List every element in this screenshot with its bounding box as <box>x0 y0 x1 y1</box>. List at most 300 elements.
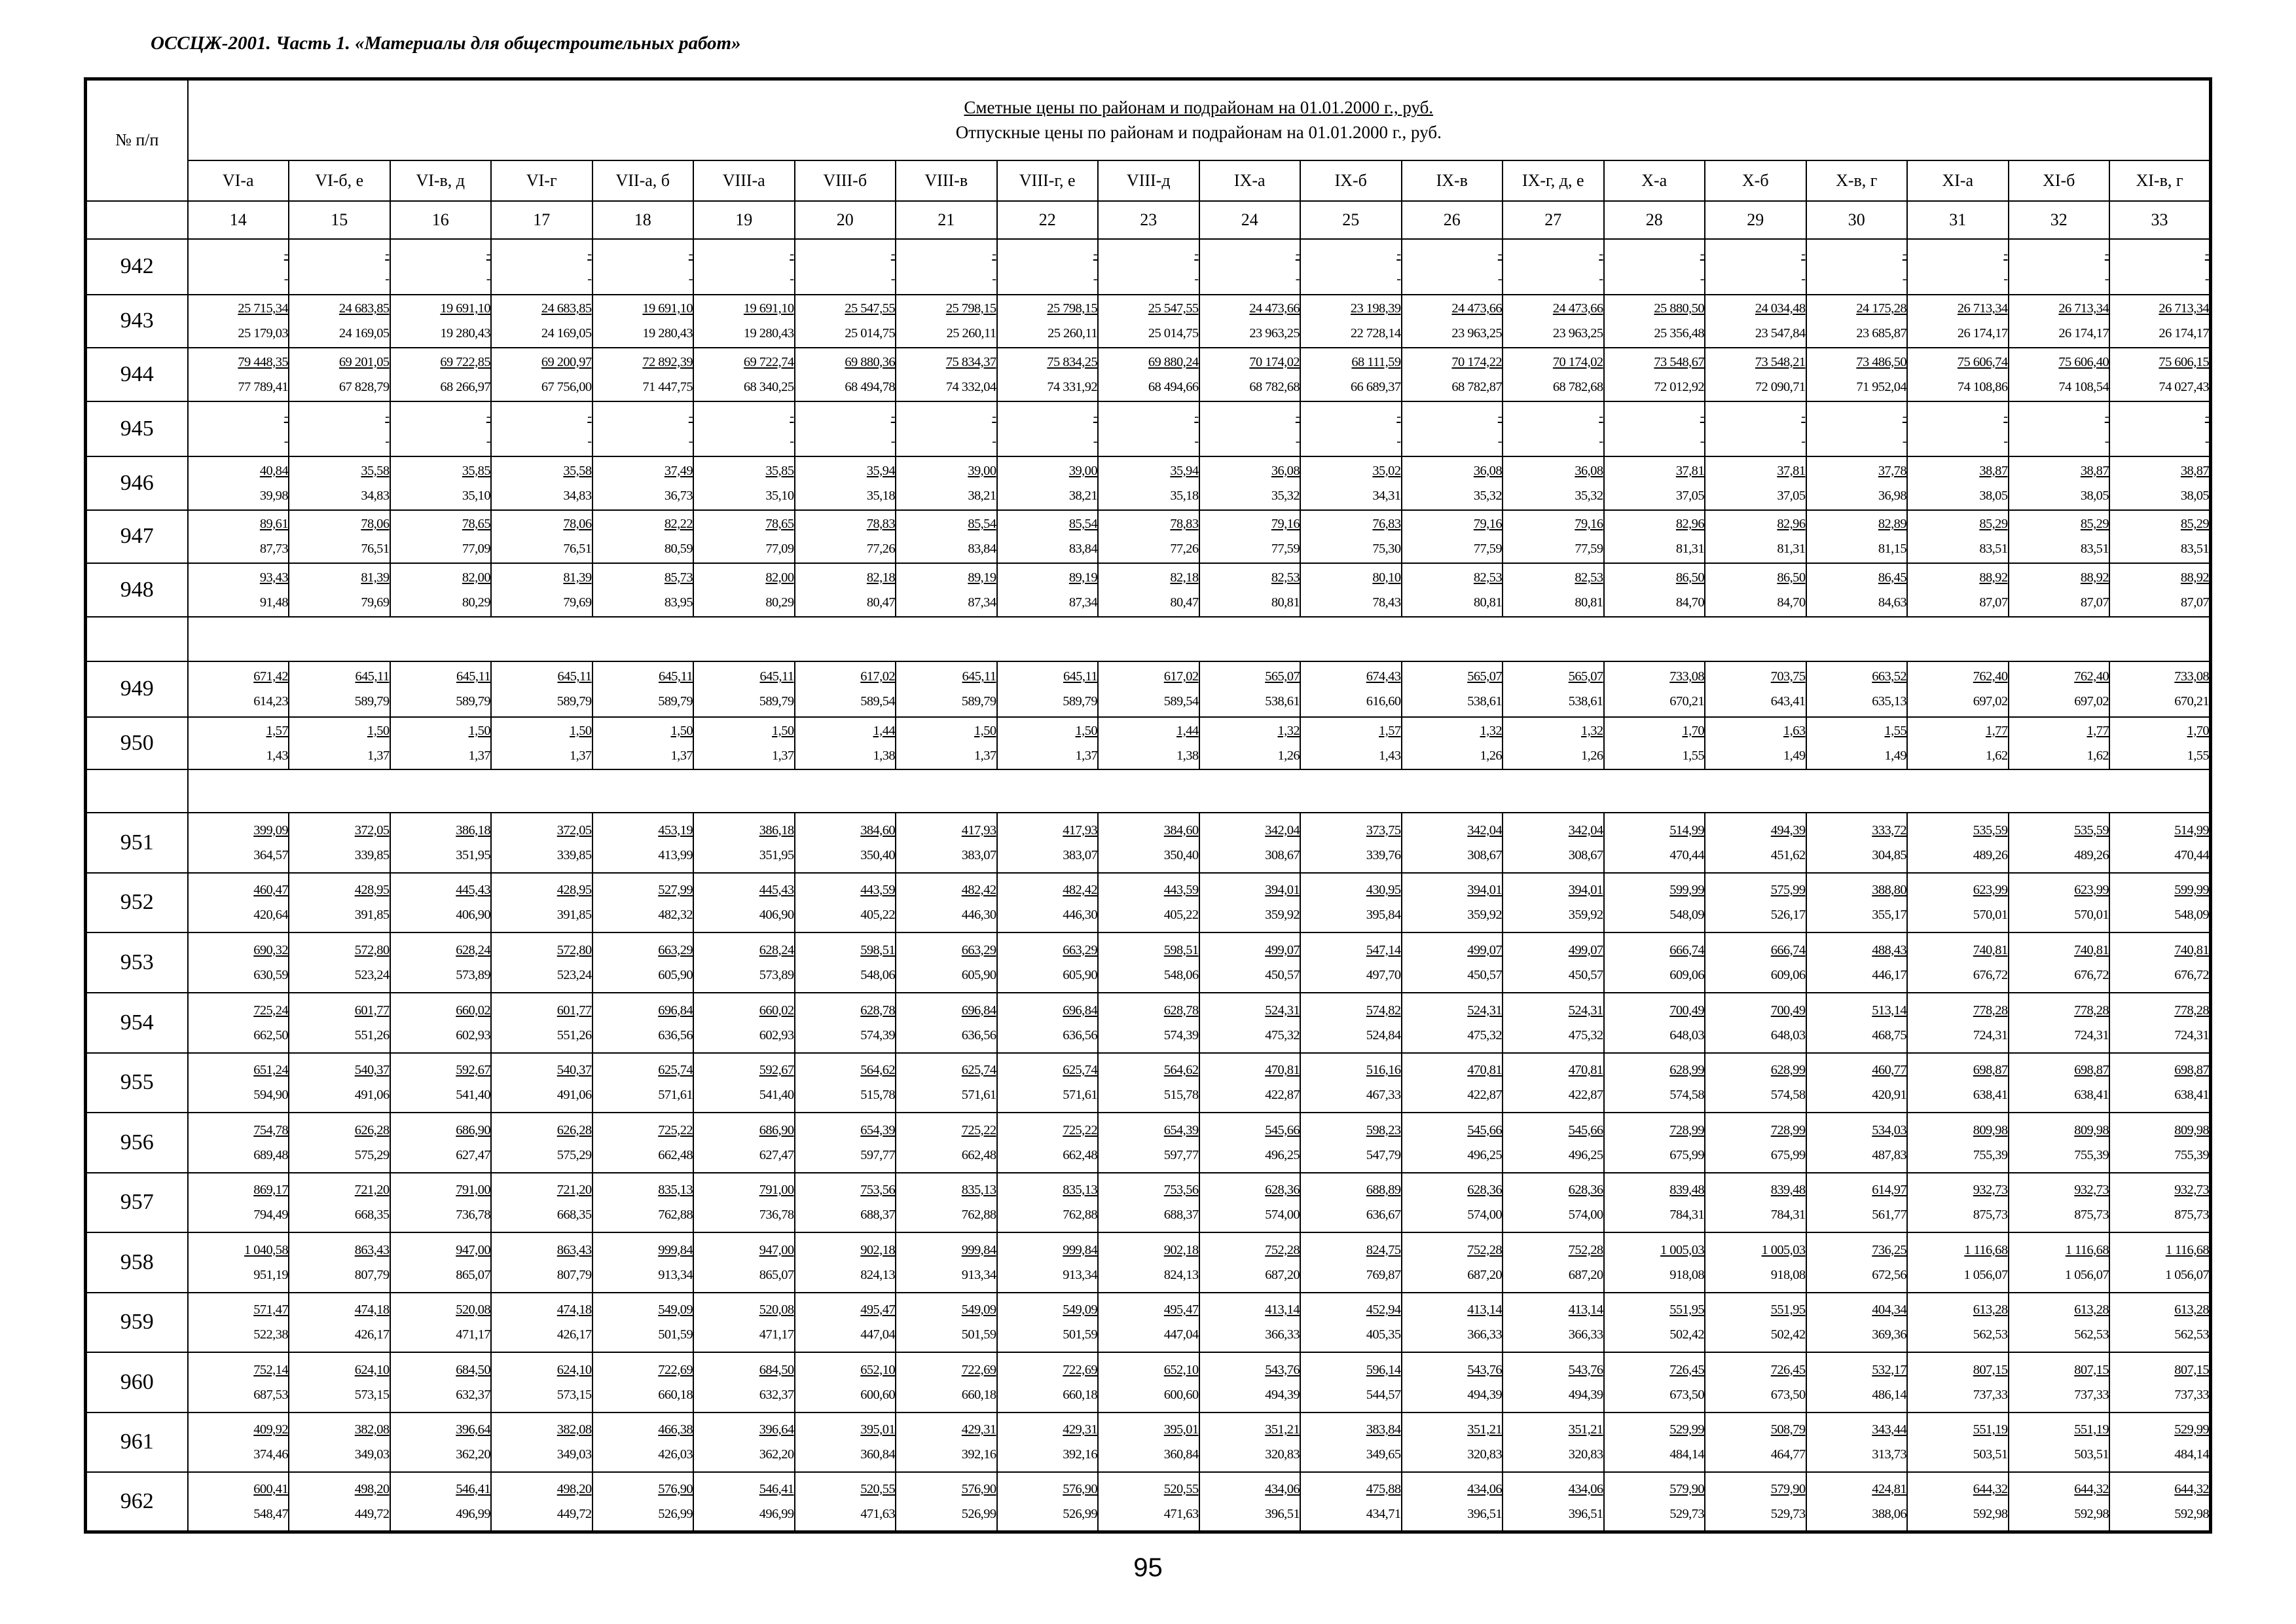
price-cell <box>2009 456 2110 510</box>
release-price: 913,34 <box>1063 1267 1097 1282</box>
release-price: 675,99 <box>1669 1147 1704 1162</box>
release-price: 68 494,66 <box>1148 379 1199 394</box>
price-cell <box>1098 1053 1199 1113</box>
estimate-price: 688,89 <box>1366 1183 1401 1197</box>
release-price: 87,07 <box>1979 595 2008 610</box>
release-price: 67 756,00 <box>541 379 592 394</box>
price-cell <box>491 239 592 295</box>
price-cell <box>390 873 492 932</box>
price-cell <box>896 401 997 456</box>
price-cell <box>289 1352 390 1412</box>
estimate-price: 540,37 <box>556 1063 592 1077</box>
release-price: 575,29 <box>556 1147 592 1162</box>
release-price: 359,92 <box>1467 908 1502 922</box>
release-price: 676,72 <box>2174 967 2210 982</box>
release-price: 660,18 <box>658 1387 693 1402</box>
estimate-price: 1,44 <box>1176 723 1199 738</box>
price-cell <box>795 873 896 932</box>
release-price: 574,00 <box>1467 1208 1502 1222</box>
estimate-price: - <box>2204 247 2210 261</box>
region-header: IX-а <box>1199 160 1301 201</box>
price-cell <box>592 348 694 401</box>
price-cell <box>795 1173 896 1232</box>
estimate-price: 1,55 <box>1884 723 1906 738</box>
estimate-price: - <box>2003 247 2008 261</box>
price-cell <box>1098 510 1199 563</box>
release-price: 81,31 <box>1675 542 1704 556</box>
estimate-price: 76,83 <box>1372 517 1401 531</box>
region-header: XI-б <box>2009 160 2110 201</box>
release-price: 1,37 <box>367 748 390 763</box>
estimate-price: 1 005,03 <box>1660 1242 1704 1257</box>
estimate-price: 551,19 <box>1973 1422 2008 1437</box>
release-price: 80,47 <box>866 595 895 610</box>
release-price: 589,79 <box>1063 694 1097 709</box>
estimate-price: - <box>1497 409 1502 424</box>
release-price: 807,79 <box>354 1267 390 1282</box>
estimate-price: 626,28 <box>556 1122 592 1137</box>
estimate-price: 80,10 <box>1372 570 1401 585</box>
price-cell <box>1705 295 1806 348</box>
column-number: 20 <box>795 201 896 239</box>
column-number: 28 <box>1604 201 1705 239</box>
estimate-price: - <box>1902 247 1906 261</box>
estimate-price: 508,79 <box>1770 1422 1806 1437</box>
release-price: 638,41 <box>2074 1088 2109 1102</box>
release-price: 38,21 <box>968 488 996 503</box>
release-price: 369,36 <box>1872 1327 1906 1342</box>
estimate-price: 85,54 <box>968 517 996 531</box>
price-cell <box>896 1113 997 1173</box>
release-price: 35,10 <box>462 488 490 503</box>
estimate-price: 623,99 <box>2074 883 2109 897</box>
estimate-price: 443,59 <box>860 883 895 897</box>
price-cell <box>693 717 795 769</box>
column-number: 26 <box>1402 201 1503 239</box>
price-cell <box>1300 1053 1402 1113</box>
estimate-price: - <box>1295 247 1300 261</box>
price-cell <box>997 401 1099 456</box>
estimate-price: 721,20 <box>556 1183 592 1197</box>
price-cell <box>1503 717 1604 769</box>
estimate-price: 666,74 <box>1770 942 1806 957</box>
release-price: 26 174,17 <box>1957 326 2008 341</box>
estimate-price: 69 880,36 <box>845 354 895 369</box>
estimate-price: 36,08 <box>1271 463 1300 478</box>
release-price: 574,39 <box>860 1027 895 1043</box>
release-price: 562,53 <box>2174 1327 2210 1342</box>
table-row <box>86 1472 2211 1532</box>
estimate-price: 399,09 <box>253 822 288 838</box>
estimate-price: 37,81 <box>1777 463 1806 478</box>
estimate-price: 740,81 <box>2174 942 2210 957</box>
release-price: 364,57 <box>253 847 288 862</box>
release-price: 575,29 <box>354 1147 390 1162</box>
release-price: - <box>688 434 693 449</box>
estimate-price: 932,73 <box>2174 1183 2210 1197</box>
estimate-price: 69 201,05 <box>338 354 390 369</box>
release-price: 74 027,43 <box>2159 379 2210 394</box>
estimate-price: - <box>587 247 592 261</box>
price-cell <box>1907 813 2009 873</box>
price-cell <box>896 1232 997 1293</box>
estimate-price: 19 691,10 <box>743 301 794 316</box>
release-price: 538,61 <box>1265 694 1300 709</box>
release-price: 496,99 <box>759 1506 794 1521</box>
price-cell <box>1402 456 1503 510</box>
price-cell <box>693 295 795 348</box>
estimate-price: 474,18 <box>354 1302 390 1317</box>
estimate-price: 351,21 <box>1265 1422 1300 1437</box>
price-cell <box>693 510 795 563</box>
column-number: 18 <box>592 201 694 239</box>
estimate-price: 690,32 <box>253 942 288 957</box>
estimate-price: 93,43 <box>259 570 288 585</box>
release-price: 551,26 <box>556 1027 592 1043</box>
price-cell <box>2109 717 2211 769</box>
release-price: 1,62 <box>1986 748 2008 763</box>
release-price: 68 494,78 <box>845 379 895 394</box>
estimate-price: 424,81 <box>1872 1481 1906 1496</box>
price-cell <box>693 456 795 510</box>
estimate-price: 549,09 <box>961 1302 996 1317</box>
release-price: 80,29 <box>765 595 794 610</box>
estimate-price: 69 200,97 <box>541 354 592 369</box>
release-price: 77,09 <box>462 542 490 556</box>
price-cell <box>1300 1472 1402 1532</box>
price-cell <box>289 295 390 348</box>
release-price: 304,85 <box>1872 847 1906 862</box>
estimate-price: 546,41 <box>759 1481 794 1496</box>
price-cell <box>491 1352 592 1412</box>
release-price: 755,39 <box>2174 1147 2210 1162</box>
price-cell <box>188 348 289 401</box>
estimate-price: 736,25 <box>1872 1242 1906 1257</box>
release-price: 736,78 <box>456 1208 490 1222</box>
estimate-price: 543,76 <box>1568 1362 1603 1377</box>
release-price: 769,87 <box>1366 1267 1401 1282</box>
estimate-price: - <box>1093 247 1097 261</box>
estimate-price: 778,28 <box>2174 1003 2210 1018</box>
price-cell <box>1806 1113 1908 1173</box>
row-number: 951 <box>86 813 188 873</box>
estimate-price: 428,95 <box>354 883 390 897</box>
release-price: 80,59 <box>664 542 693 556</box>
estimate-price: 576,90 <box>658 1481 693 1496</box>
price-cell <box>1907 348 2009 401</box>
release-price: - <box>1093 272 1097 286</box>
price-cell <box>491 456 592 510</box>
price-cell <box>1098 563 1199 617</box>
region-header: VIII-д <box>1098 160 1199 201</box>
release-price: - <box>2204 434 2210 449</box>
release-price: 34,83 <box>563 488 592 503</box>
release-price: 406,90 <box>759 908 794 922</box>
region-header: VIII-а <box>693 160 795 201</box>
release-price: 636,56 <box>1063 1027 1097 1043</box>
price-cell <box>592 717 694 769</box>
release-price: 755,39 <box>1973 1147 2008 1162</box>
column-number: 25 <box>1300 201 1402 239</box>
table-row <box>86 813 2211 873</box>
release-price: 491,06 <box>556 1088 592 1102</box>
price-cell <box>592 295 694 348</box>
price-cell <box>1199 1053 1301 1113</box>
price-cell <box>1098 1173 1199 1232</box>
price-cell <box>289 661 390 717</box>
price-cell <box>2109 1053 2211 1113</box>
release-price: 627,47 <box>456 1147 490 1162</box>
release-price: 538,61 <box>1467 694 1502 709</box>
estimate-price: 835,13 <box>658 1183 693 1197</box>
estimate-price: 25 798,15 <box>1047 301 1097 316</box>
estimate-price: 721,20 <box>354 1183 390 1197</box>
price-cell <box>491 295 592 348</box>
release-price: 571,61 <box>1063 1088 1097 1102</box>
release-price: 548,06 <box>1163 967 1199 982</box>
price-cell <box>1604 456 1705 510</box>
estimate-price: 494,39 <box>1770 822 1806 838</box>
table-row <box>86 456 2211 510</box>
estimate-price: 82,18 <box>866 570 895 585</box>
price-cell <box>1402 1412 1503 1472</box>
price-cell <box>1098 348 1199 401</box>
release-price: 489,26 <box>2074 847 2109 862</box>
price-cell <box>491 873 592 932</box>
estimate-price: 88,92 <box>1979 570 2008 585</box>
release-price: 574,58 <box>1669 1088 1704 1102</box>
estimate-price: 85,29 <box>2180 517 2210 531</box>
price-cell <box>2109 1293 2211 1352</box>
row-number: 958 <box>86 1232 188 1293</box>
price-cell <box>1098 1113 1199 1173</box>
release-price: 450,57 <box>1568 967 1603 982</box>
release-price: 38,05 <box>2080 488 2109 503</box>
price-cell <box>491 661 592 717</box>
estimate-price: 754,78 <box>253 1122 288 1137</box>
estimate-price: 540,37 <box>354 1063 390 1077</box>
estimate-price: 663,29 <box>961 942 996 957</box>
price-cell <box>289 873 390 932</box>
release-price: 350,40 <box>860 847 895 862</box>
estimate-price: 654,39 <box>1163 1122 1199 1137</box>
release-price: 87,34 <box>1068 595 1097 610</box>
price-cell <box>2009 1472 2110 1532</box>
estimate-price: 628,99 <box>1770 1063 1806 1077</box>
release-price: 737,33 <box>2074 1387 2109 1402</box>
price-cell <box>1604 1472 1705 1532</box>
release-price: 687,20 <box>1265 1267 1300 1282</box>
release-price: 541,40 <box>456 1088 490 1102</box>
price-cell <box>1604 813 1705 873</box>
release-price: - <box>2003 272 2008 286</box>
estimate-price: 35,85 <box>765 463 794 478</box>
release-price: 24 169,05 <box>541 326 592 341</box>
price-cell <box>1098 717 1199 769</box>
release-price: 80,47 <box>1170 595 1199 610</box>
release-price: 1,26 <box>1277 748 1300 763</box>
estimate-price: 333,72 <box>1872 822 1906 838</box>
estimate-price: - <box>2003 409 2008 424</box>
price-cell <box>896 717 997 769</box>
column-number-empty <box>86 201 188 239</box>
price-cell <box>1402 873 1503 932</box>
price-cell <box>592 1113 694 1173</box>
release-price: 501,59 <box>1063 1327 1097 1342</box>
estimate-price: - <box>486 247 490 261</box>
table-title <box>188 79 2211 160</box>
region-header: VII-а, б <box>592 160 694 201</box>
region-header: IX-б <box>1300 160 1402 201</box>
price-cell <box>896 1173 997 1232</box>
estimate-price: 1,77 <box>2086 723 2109 738</box>
price-cell <box>592 1232 694 1293</box>
price-cell <box>1806 510 1908 563</box>
title-release-prices: Отпускные цены по районам и подрайонам на 01.01.2000 г., руб. <box>955 122 1442 143</box>
release-price: 74 332,04 <box>945 379 996 394</box>
release-price: 35,32 <box>1271 488 1300 503</box>
release-price: 434,71 <box>1366 1506 1401 1521</box>
price-cell <box>390 295 492 348</box>
release-price: - <box>385 434 390 449</box>
estimate-price: 452,94 <box>1366 1302 1401 1317</box>
estimate-price: 82,53 <box>1575 570 1603 585</box>
estimate-price: 82,18 <box>1170 570 1199 585</box>
release-price: 501,59 <box>961 1327 996 1342</box>
release-price: 83,95 <box>664 595 693 610</box>
price-cell <box>1098 993 1199 1053</box>
estimate-price: - <box>1396 409 1401 424</box>
release-price: 1,49 <box>1783 748 1806 763</box>
price-cell <box>1705 348 1806 401</box>
price-cell <box>693 1472 795 1532</box>
price-cell <box>1705 717 1806 769</box>
estimate-price: 470,81 <box>1467 1063 1502 1077</box>
release-price: 1,43 <box>1379 748 1401 763</box>
release-price: 19 280,43 <box>743 326 794 341</box>
estimate-price: - <box>1700 247 1704 261</box>
estimate-price: 73 548,21 <box>1755 354 1806 369</box>
estimate-price: 543,76 <box>1467 1362 1502 1377</box>
estimate-price: 752,28 <box>1265 1242 1300 1257</box>
estimate-price: 386,18 <box>759 822 794 838</box>
estimate-price: 75 606,40 <box>2058 354 2109 369</box>
price-cell <box>188 813 289 873</box>
price-cell <box>2009 1173 2110 1232</box>
release-price: 320,83 <box>1265 1447 1300 1462</box>
release-price: 66 689,37 <box>1350 379 1401 394</box>
estimate-price: 932,73 <box>1973 1183 2008 1197</box>
table-row <box>86 932 2211 993</box>
estimate-price: 79,16 <box>1473 517 1502 531</box>
region-header: VI-в, д <box>390 160 492 201</box>
release-price: 72 012,92 <box>1654 379 1704 394</box>
price-cell <box>1907 993 2009 1053</box>
price-cell <box>592 563 694 617</box>
price-cell <box>1098 873 1199 932</box>
price-cell <box>1604 295 1705 348</box>
release-price: 25 260,11 <box>946 326 996 341</box>
price-cell <box>1503 993 1604 1053</box>
price-cell <box>188 1293 289 1352</box>
release-price: 374,46 <box>253 1447 288 1462</box>
price-cell <box>289 456 390 510</box>
price-cell <box>1300 993 1402 1053</box>
price-cell <box>1402 1053 1503 1113</box>
estimate-price: 579,90 <box>1669 1481 1704 1496</box>
price-cell <box>1907 510 2009 563</box>
release-price: 600,60 <box>860 1387 895 1402</box>
estimate-price: 547,14 <box>1366 942 1401 957</box>
estimate-price: 698,87 <box>1973 1063 2008 1077</box>
estimate-price: 725,22 <box>658 1122 693 1137</box>
release-price: 636,67 <box>1366 1208 1401 1222</box>
price-cell <box>693 348 795 401</box>
estimate-price: 1,44 <box>873 723 895 738</box>
release-price: 450,57 <box>1265 967 1300 982</box>
release-price: 523,24 <box>354 967 390 982</box>
release-price: 362,20 <box>456 1447 490 1462</box>
estimate-price: 684,50 <box>456 1362 490 1377</box>
estimate-price: 835,13 <box>1063 1183 1097 1197</box>
table-body <box>86 239 2211 1532</box>
release-price: - <box>1902 272 1906 286</box>
estimate-price: 902,18 <box>1163 1242 1199 1257</box>
release-price: 72 090,71 <box>1755 379 1806 394</box>
price-cell <box>2009 348 2110 401</box>
release-price: 697,02 <box>2074 694 2109 709</box>
release-price: 1,38 <box>1176 748 1199 763</box>
price-cell <box>1402 932 1503 993</box>
price-cell <box>1503 1352 1604 1412</box>
price-cell <box>997 813 1099 873</box>
estimate-price: 474,18 <box>556 1302 592 1317</box>
release-price: 339,85 <box>354 847 390 862</box>
estimate-price: 39,00 <box>968 463 996 478</box>
price-cell <box>390 1053 492 1113</box>
price-cell <box>795 348 896 401</box>
release-price: - <box>790 434 794 449</box>
release-price: 632,37 <box>759 1387 794 1402</box>
release-price: 406,90 <box>456 908 490 922</box>
estimate-price: 82,89 <box>1878 517 1906 531</box>
price-cell <box>1199 1293 1301 1352</box>
estimate-price: 663,52 <box>1872 669 1906 684</box>
release-price: 737,33 <box>2174 1387 2210 1402</box>
price-cell <box>693 401 795 456</box>
price-cell <box>2009 563 2110 617</box>
estimate-price: 35,58 <box>361 463 390 478</box>
estimate-price: 78,83 <box>866 517 895 531</box>
price-cell <box>1199 1472 1301 1532</box>
price-cell <box>1402 813 1503 873</box>
estimate-price: 73 548,67 <box>1654 354 1704 369</box>
price-cell <box>997 1352 1099 1412</box>
estimate-price: 1 005,03 <box>1761 1242 1806 1257</box>
release-price: 26 174,17 <box>2159 326 2210 341</box>
release-price: 34,31 <box>1372 488 1401 503</box>
estimate-price: 762,40 <box>2074 669 2109 684</box>
estimate-price: 545,66 <box>1467 1122 1502 1137</box>
price-cell <box>1604 932 1705 993</box>
estimate-price: 343,44 <box>1872 1422 1906 1437</box>
estimate-price: 35,58 <box>563 463 592 478</box>
release-price: 83,51 <box>2180 542 2210 556</box>
release-price: 648,03 <box>1669 1027 1704 1043</box>
release-price: - <box>790 272 794 286</box>
release-price: 79,69 <box>361 595 390 610</box>
estimate-price: - <box>385 409 390 424</box>
